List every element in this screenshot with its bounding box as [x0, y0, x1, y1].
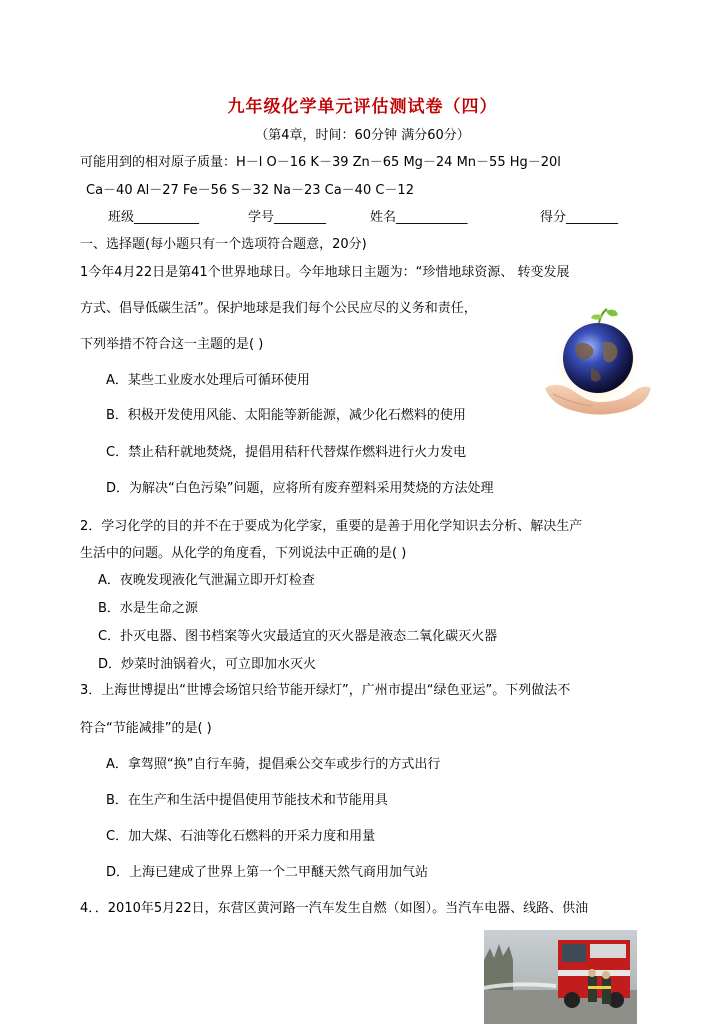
name-field: 姓名___________ — [370, 210, 468, 225]
question-2-stem-1: 2．学习化学的目的并不在于要成为化学家，重要的是善于用化学知识去分析、解决生产 — [80, 519, 583, 534]
question-2-option-a: A．夜晚发现液化气泄漏立即开灯检查 — [98, 573, 315, 588]
question-3-option-a: A．拿驾照“换”自行车骑，提倡乘公交车或步行的方式出行 — [106, 757, 441, 772]
question-1-stem-2: 方式、倡导低碳生活”。保护地球是我们每个公民应尽的义务和责任， — [80, 301, 477, 316]
question-2-option-c: C．扑灭电器、图书档案等火灾最适宜的灭火器是液态二氧化碳灭火器 — [98, 629, 498, 644]
atomic-masses-line-1: 可能用到的相对原子质量：H－l O－16 K－39 Zn－65 Mg－24 Mn－55 Hg－20l — [80, 155, 561, 170]
question-1-option-d: D．为解决“白色污染”问题，应将所有废弃塑料采用焚烧的方法处理 — [106, 481, 494, 496]
question-2-option-d: D．炒菜时油锅着火，可立即加水灭火 — [98, 657, 317, 672]
question-1-option-a: A．某些工业废水处理后可循环使用 — [106, 373, 310, 388]
question-3-stem-1: 3．上海世博提出“世博会场馆只给节能开绿灯”，广州市提出“绿色亚运”。下列做法不 — [80, 683, 571, 698]
question-1-option-c: C．禁止秸秆就地焚烧，提倡用秸秆代替煤作燃料进行火力发电 — [106, 445, 467, 460]
question-3-option-b: B．在生产和生活中提倡使用节能技术和节能用具 — [106, 793, 388, 808]
question-1-option-b: B．积极开发使用风能、太阳能等新能源，减少化石燃料的使用 — [106, 408, 466, 423]
question-1-stem-3: 下列举措不符合这一主题的是( ) — [80, 337, 264, 352]
question-4-stem-1: 4．．2010年5月22日，东营区黄河路一汽车发生自燃（如图）。当汽车电器、线路、供油 — [80, 901, 589, 916]
atomic-masses-line-2: Ca－40 Al－27 Fe－56 S－32 Na－23 Ca－40 C－12 — [86, 183, 414, 198]
student-number-field: 学号________ — [248, 210, 327, 225]
class-field: 班级__________ — [108, 210, 200, 225]
score-field: 得分________ — [540, 210, 619, 225]
question-2-option-b: B．水是生命之源 — [98, 601, 198, 616]
question-3-option-d: D．上海已建成了世界上第一个二甲醚天然气商用加气站 — [106, 865, 429, 880]
page-title: 九年级化学单元评估测试卷（四） — [227, 97, 498, 117]
page-subtitle: （第4章，时间：60分钟 满分60分） — [255, 128, 470, 143]
earth-in-hands-image — [543, 306, 653, 421]
question-3-option-c: C．加大煤、石油等化石燃料的开采力度和用量 — [106, 829, 376, 844]
question-1-stem-1: 1今年4月22日是第41个世界地球日。今年地球日主题为：“珍惜地球资源、 转变发展 — [80, 265, 570, 280]
question-3-stem-2: 符合“节能减排”的是( ) — [80, 721, 212, 736]
question-2-stem-2: 生活中的问题。从化学的角度看，下列说法中正确的是( ) — [80, 546, 407, 561]
fire-truck-photo — [484, 930, 637, 1024]
section-heading: 一、选择题(每小题只有一个选项符合题意，20分) — [80, 237, 367, 252]
